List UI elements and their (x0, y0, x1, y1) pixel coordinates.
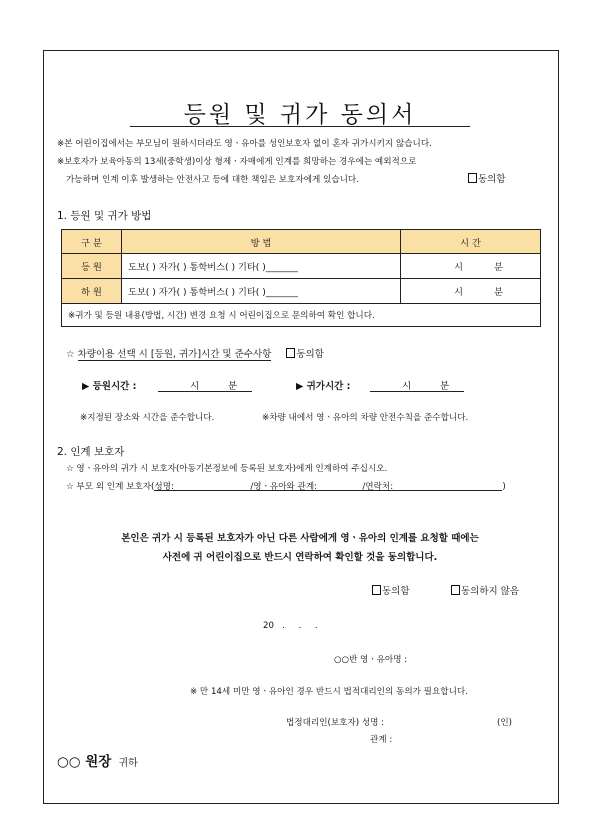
guardian-name-label: 성명: (154, 482, 174, 492)
consent-disagree-checkbox[interactable] (451, 585, 460, 595)
depart-time-label: ▶ 귀가시간 : (296, 381, 351, 392)
depart-hour: 시 (402, 381, 412, 392)
intro-line-3: 가능하며 인계 이후 발생하는 안전사고 등에 대한 책임은 보호자에게 있습니다. (66, 175, 359, 185)
seal-mark: (인) (497, 718, 513, 728)
intro-agree-checkbox[interactable] (468, 173, 477, 183)
section1-heading: 1. 등원 및 귀가 방법 (57, 210, 152, 222)
header-category: 구 분 (62, 230, 122, 254)
guardian-info-field[interactable] (154, 480, 502, 491)
row-minute: 분 (494, 287, 503, 298)
vehicle-text: 차량이용 선택 시 [등원, 귀가]시간 및 준수사항 (78, 346, 272, 361)
class-child-name[interactable]: ○○반 영ㆍ유아명 : (334, 655, 408, 665)
guardian-name-sign[interactable]: 법정대리인(보호자) 성명 : (286, 718, 385, 728)
row-hour: 시 (454, 262, 463, 273)
vehicle-note-1: ※지정된 장소와 시간을 준수합니다. (80, 413, 215, 423)
consent-agree-label: 동의함 (382, 586, 410, 597)
arrive-time-label: ▶ 등원시간 : (82, 381, 137, 392)
arrive-minute: 분 (228, 381, 238, 392)
arrive-hour: 시 (190, 381, 200, 392)
row-method[interactable]: 도보( ) 자가( ) 통학버스( ) 기타( )_______ (122, 279, 401, 304)
table-row (62, 279, 541, 304)
vehicle-agree-checkbox[interactable] (286, 348, 295, 358)
minor-note: ※ 만 14세 미만 영ㆍ유아인 경우 반드시 법적대리인의 동의가 필요합니다. (190, 687, 468, 697)
table-note: ※귀가 및 등원 내용(방법, 시간) 변경 요청 시 어린이집으로 문의하여 확인 합니다. (62, 304, 541, 327)
intro-agree (468, 171, 506, 185)
intro-line-2: ※보호자가 보육아동의 13세(중학생)이상 형제ㆍ자매에게 인계를 희망하는 경우에는 예외적으로 (57, 157, 417, 167)
method-table (61, 229, 541, 327)
intro-agree-label: 동의함 (478, 174, 506, 185)
section2-heading: 2. 인계 보호자 (57, 446, 125, 458)
row-method[interactable]: 도보( ) 자가( ) 통학버스( ) 기타( )_______ (122, 254, 401, 279)
guardian-relation-sign[interactable]: 관계 : (370, 735, 393, 745)
depart-time-field[interactable] (370, 378, 464, 392)
recipient-suffix: 귀하 (118, 758, 138, 769)
arrive-time-field[interactable] (158, 378, 252, 392)
guardian-prefix: ☆ 부모 외 인계 보호자( (66, 482, 155, 492)
table-header-row (62, 230, 541, 254)
consent-agree-checkbox[interactable] (372, 585, 381, 595)
consent-disagree-label: 동의하지 않음 (461, 586, 520, 597)
vehicle-agree-label: 동의함 (296, 349, 324, 360)
vehicle-note-2: ※차량 내에서 영ㆍ유아의 차량 안전수칙을 준수합니다. (262, 413, 469, 423)
row-label: 등 원 (62, 254, 122, 279)
consent-line-2: 사전에 귀 어린이집으로 반드시 연락하여 확인할 것을 동의합니다. (162, 552, 438, 563)
depart-minute: 분 (440, 381, 450, 392)
guardian-close-paren: ) (502, 482, 506, 492)
row-hour: 시 (454, 287, 463, 298)
row-time[interactable] (401, 279, 541, 304)
recipient (57, 750, 138, 770)
vehicle-line (66, 346, 324, 361)
intro-line-1: ※본 어린이집에서는 부모님이 원하시더라도 영ㆍ유아를 성인보호자 없이 혼자 귀가시키지 않습니다. (57, 139, 432, 149)
section2-line-1: ☆ 영ㆍ유아의 귀가 시 보호자(아동기본정보에 등록된 보호자)에게 인계하여 주십시오. (66, 464, 388, 474)
recipient-name: ○○ 원장 (57, 754, 112, 770)
table-row (62, 254, 541, 279)
form-title: 등원 및 귀가 동의서 (183, 102, 417, 128)
vehicle-agree (286, 349, 324, 360)
consent-agree (372, 583, 410, 597)
consent-line-1: 본인은 귀가 시 등록된 보호자가 아닌 다른 사람에게 영ㆍ유아의 인계를 요청할 때에는 (121, 533, 479, 544)
section2-line-2 (66, 480, 506, 492)
table-note-row (62, 304, 541, 327)
guardian-relation-label: /영ㆍ유아와 관계: (250, 482, 318, 492)
header-method: 방 법 (122, 230, 401, 254)
header-time: 시 간 (401, 230, 541, 254)
guardian-contact-label: /연락처: (362, 482, 394, 492)
row-time[interactable] (401, 254, 541, 279)
date-line[interactable]: 20 . . . (263, 621, 318, 631)
row-minute: 분 (494, 262, 503, 273)
title-underline (130, 126, 470, 127)
row-label: 하 원 (62, 279, 122, 304)
star-icon: ☆ (66, 349, 75, 360)
consent-disagree (451, 583, 519, 597)
